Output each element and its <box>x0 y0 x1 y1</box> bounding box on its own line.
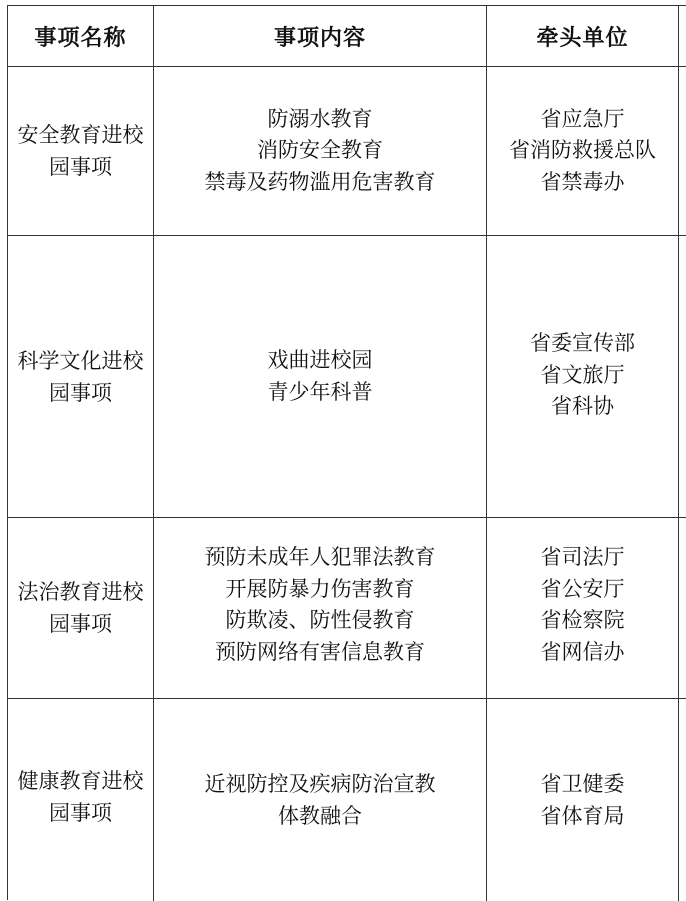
content-line: 戏曲进校园 <box>267 348 373 372</box>
table-row <box>8 67 686 236</box>
content-line: 消防安全教育 <box>257 138 383 163</box>
header-cell-name <box>8 6 154 66</box>
content-line: 近视防控及疾病防治宣教 <box>204 772 436 796</box>
lead-unit-line: 省消防救援总队 <box>509 138 656 163</box>
clipped-column-cell <box>679 236 686 517</box>
item-name-cell <box>8 518 154 698</box>
content-line: 防欺凌、防性侵教育 <box>225 608 415 632</box>
item-name: 法治教育进校园事项 <box>17 580 144 636</box>
lead-unit-line: 省公安厅 <box>540 576 625 601</box>
lead-unit-cell <box>487 518 679 698</box>
clipped-column-cell <box>679 67 686 235</box>
responsibility-table <box>7 5 686 900</box>
item-name: 科学文化进校园事项 <box>17 348 144 405</box>
lead-unit-line: 省体育局 <box>540 803 625 828</box>
lead-unit-line: 省检察院 <box>540 608 625 632</box>
content-line: 青少年科普 <box>267 379 373 404</box>
content-line: 体教融合 <box>278 803 362 828</box>
lead-unit-cell <box>487 67 679 235</box>
lead-unit-line: 省卫健委 <box>540 772 625 796</box>
item-name-cell <box>8 67 154 235</box>
item-name: 健康教育进校园事项 <box>17 769 144 825</box>
content-line: 预防网络有害信息教育 <box>215 639 425 664</box>
header-cell-lead <box>487 6 679 66</box>
header-name-label: 事项名称 <box>34 25 127 51</box>
lead-unit-cell <box>487 699 679 901</box>
header-lead-label: 牵头单位 <box>536 25 629 51</box>
table-header-row <box>8 6 686 67</box>
item-content-cell <box>154 518 487 698</box>
lead-unit-line: 省委宣传部 <box>530 331 635 355</box>
item-content-cell <box>154 236 487 517</box>
item-content-cell <box>154 67 487 235</box>
lead-unit-line: 省文旅厅 <box>540 362 625 387</box>
content-line: 防溺水教育 <box>267 106 373 131</box>
content-line: 禁毒及药物滥用危害教育 <box>204 169 436 194</box>
lead-unit-line: 省科协 <box>551 394 614 418</box>
lead-unit-line: 省网信办 <box>540 639 625 664</box>
table-row <box>8 699 686 901</box>
header-content-label: 事项内容 <box>273 25 366 51</box>
table-row <box>8 518 686 699</box>
clipped-column-cell <box>679 518 686 698</box>
lead-unit-cell <box>487 236 679 517</box>
content-line: 预防未成年人犯罪法教育 <box>204 545 436 569</box>
lead-unit-line: 省应急厅 <box>540 106 625 131</box>
lead-unit-line: 省司法厅 <box>540 545 625 569</box>
table-row <box>8 236 686 518</box>
item-content-cell <box>154 699 487 901</box>
item-name: 安全教育进校园事项 <box>17 123 144 179</box>
clipped-column-cell <box>679 6 686 66</box>
content-line: 开展防暴力伤害教育 <box>225 576 415 601</box>
header-cell-content <box>154 6 487 66</box>
item-name-cell <box>8 236 154 517</box>
lead-unit-line: 省禁毒办 <box>540 169 625 194</box>
clipped-column-cell <box>679 699 686 901</box>
item-name-cell <box>8 699 154 901</box>
